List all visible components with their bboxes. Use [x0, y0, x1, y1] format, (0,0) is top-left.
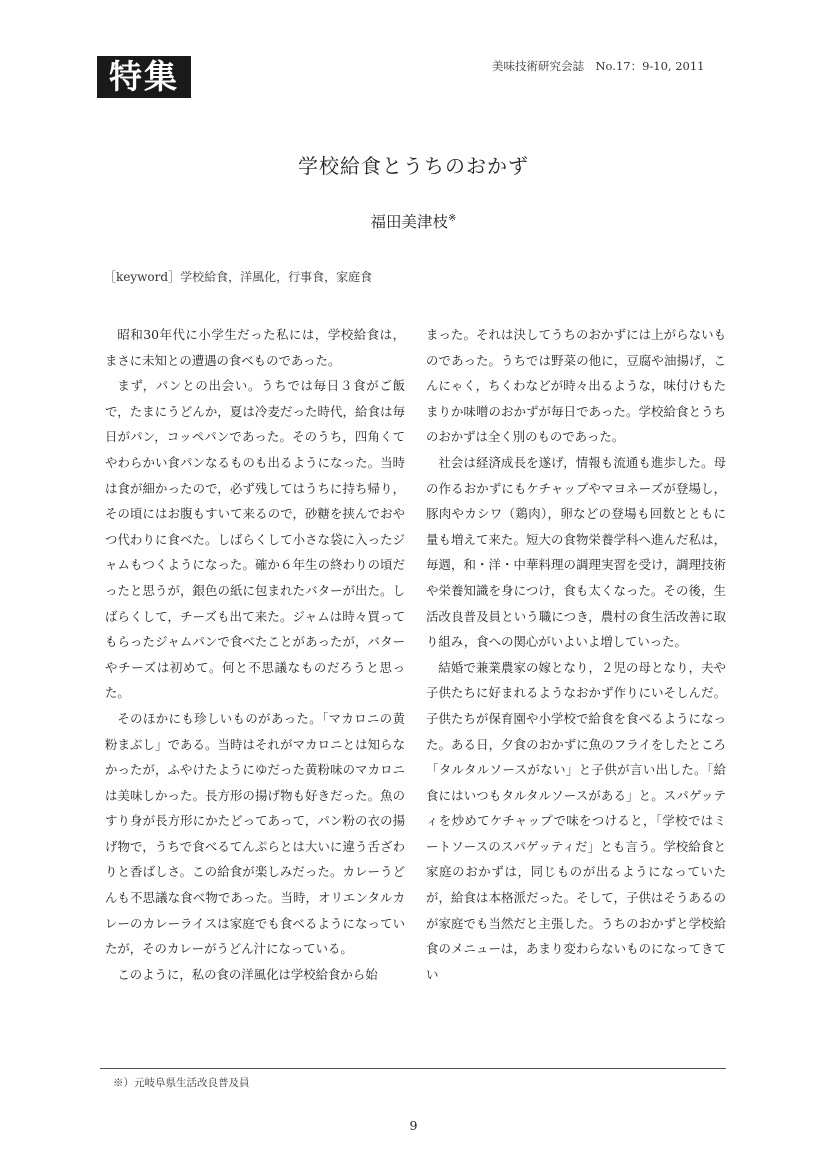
paragraph: そのほかにも珍しいものがあった。「マカロニの黄粉まぶし」である。当時はそれがマカロニとは知らなかったが，ふやけたようにゆだった黄粉味のマカロニは美味しかった。長方形の揚げ物も好きだった。魚のすり身が長方形にかたどってあって，パン粉の衣の揚げ物で，うちで食べるてんぷらとは大いに違う舌ざわりと香ばしさ。この給食が楽しみだった。カレーうどんも不思議な食べ物であった。当時，オリエンタルカレーのカレーライスは家庭でも食べるようになっていたが，そのカレーがうどん汁になっている。 [105, 710, 405, 957]
author-name: 福田美津枝 [370, 213, 449, 231]
footnote: ※）元岐阜県生活改良普及員 [113, 1077, 250, 1089]
body-column-right [426, 322, 726, 987]
page-number: 9 [409, 1118, 418, 1133]
paragraph: まった。それは決してうちのおかずには上がらないものであった。うちでは野菜の他に，豆腐や油揚げ，こんにゃく，ちくわなどが時々出るような，味付けもたまりか味噌のおかずが毎日であった。学校給食とうちのおかずは全く別のものであった。 [426, 327, 726, 445]
paragraph: 社会は経済成長を遂げ，情報も流通も進歩した。母の作るおかずにもケチャップやマヨネーズが登場し，豚肉やカシワ（鶏肉），卵などの登場も回数とともに量も増えて来た。短大の食物栄養学科へ進んだ私は，毎週，和・洋・中華料理の調理実習を受け，調理技術や栄養知識を身につけ，食も太くなった。その後，生活改良普及員という職につき，農村の食生活改善に取り組み，食への関心がいよいよ増していった。 [426, 454, 726, 650]
feature-badge: 特集 [97, 56, 191, 98]
footnote-divider [100, 1068, 726, 1069]
paragraph: 結婚で兼業農家の嫁となり，２児の母となり，夫や子供たちに好まれるようなおかず作りにいそしんだ。子供たちが保育園や小学校で給食を食べるようになった。ある日，夕食のおかずに魚のフライをしたところ「タルタルソースがない」と子供が言い出した。「給食にはいつもタルタルソースがある」と。スパゲッティを炒めてケチャップで味をつけると，「学校ではミートソースのスパゲッティだ」とも言う。学校給食と家庭のおかずは，同じものが出るようになっていたが，給食は本格派だった。そして，子供はそうあるのが家庭でも当然だと主張した。うちのおかずと学校給食のメニューは，あまり変わらないものになってきてい [426, 659, 726, 982]
paragraph: 昭和30年代に小学生だった私には，学校給食は，まさに未知との遭遇の食べものであった。 [105, 327, 405, 368]
journal-citation: 美味技術研究会誌 No.17：9-10, 2011 [492, 59, 705, 73]
paragraph: このように，私の食の洋風化は学校給食から始 [117, 966, 378, 982]
keywords-line: ［keyword］学校給食，洋風化，行事食，家庭食 [104, 270, 373, 284]
author-footnote-mark: ※ [448, 212, 457, 224]
article-author [0, 210, 827, 232]
body-column-left [105, 322, 405, 987]
article-title: 学校給食とうちのおかず [298, 154, 529, 178]
paragraph: まず，パンとの出会い。うちでは毎日３食がご飯で，たまにうどんか，夏は冷麦だった時代，給食は毎日がパン，コッペパンであった。そのうち，四角くてやわらかい食パンなるものも出るようになった。当時は食が細かったので，必ず残してはうちに持ち帰り，その頃にはお腹もすいて来るので，砂糖を挟んでおやつ代わりに食べた。しばらくして小さな袋に入ったジャムもつくようになった。確か６年生の終わりの頃だったと思うが，銀色の紙に包まれたバターが出た。しばらくして，チーズも出て来た。ジャムは時々買ってもらったジャムパンで食べたことがあったが，バターやチーズは初めて。何と不思議なものだろうと思った。 [105, 378, 405, 701]
